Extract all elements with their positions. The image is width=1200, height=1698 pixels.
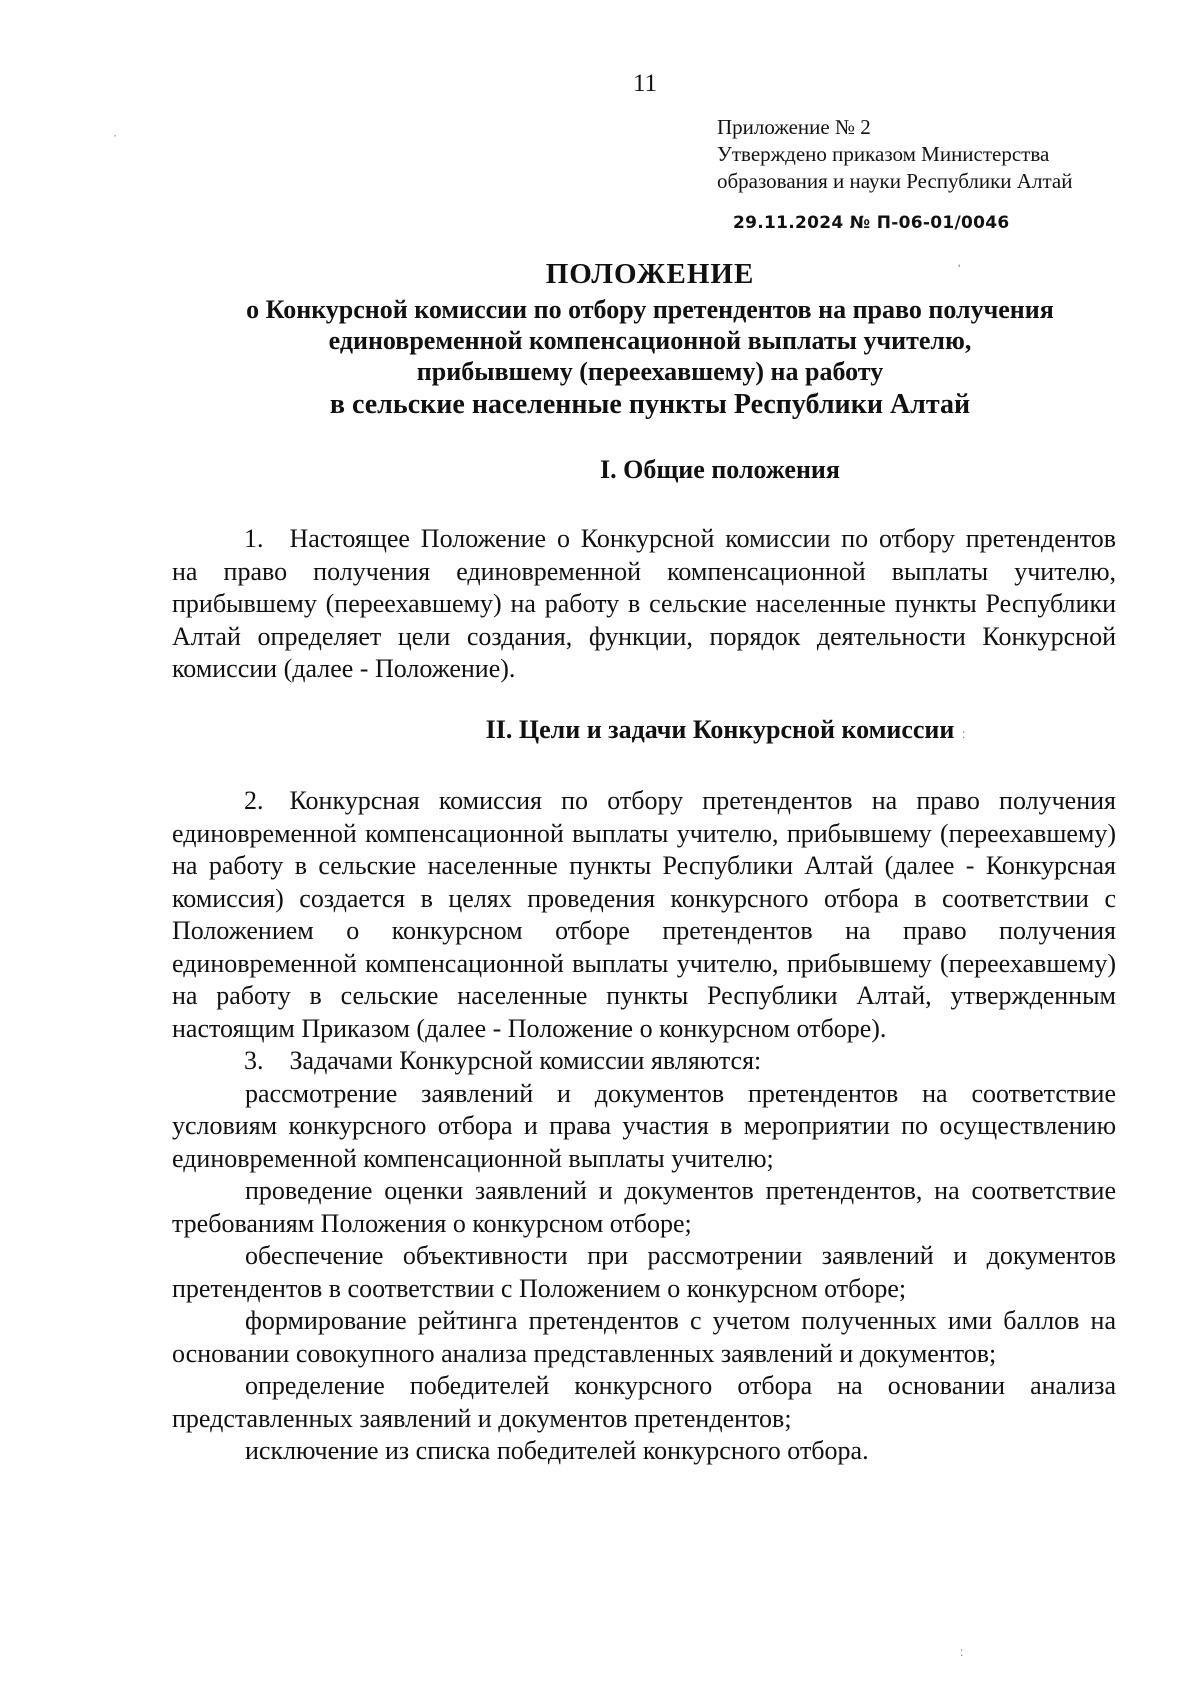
task-item: обеспечение объективности при рассмотрении заявлений и документов претендентов в соответствии с Положением о конкурсном отборе; [172,1241,1116,1303]
section-heading-general: I. Общие положения [600,455,840,484]
document-title: ПОЛОЖЕНИЕ [545,258,755,290]
order-date-number: 29.11.2024 № П-06-01/0046 [733,213,1010,233]
task-item: определение победителей конкурсного отбора на основании анализа представленных заявлений и документов претендентов; [172,1371,1116,1433]
subtitle-line: в сельские населенные пункты Республики Алтай [329,389,971,420]
task-item: проведение оценки заявлений и документов претендентов, на соответствие требованиям Положения о конкурсном отборе; [172,1176,1116,1238]
subtitle-line: единовременной компенсационной выплаты учителю, [328,326,972,355]
task-item: исключение из списка победителей конкурсного отбора. [245,1436,869,1465]
scan-dot: : [960,1645,964,1659]
scan-dot: · [113,128,117,142]
document-subtitle [0,294,1200,420]
approval-line: Утверждено приказом Министерства [717,142,1050,166]
section-body-general [172,523,1116,686]
approval-block [717,114,1072,195]
scan-dot: : [962,727,966,741]
approval-line: образования и науки Республики Алтай [717,169,1073,193]
section-heading-goals: II. Цели и задачи Конкурсной комиссии [485,715,955,744]
scan-dot: ' [958,262,961,276]
section-body-goals [172,785,1116,1468]
paragraph: 3. Задачами Конкурсной комиссии являются: [244,1046,762,1075]
paragraph: 2. Конкурсная комиссия по отбору претендентов на право получения единовременной компенсационной выплаты учителю, прибывшему (переехавшему) на работу в сельские населенные пункты Республики Алтай (далее - Конкурсная комиссия) создается в целях проведения конкурсного отбора в соответствии с Положением о конкурсном отборе претендентов на право получения единовременной компенсационной выплаты учителю, прибывшему (переехавшему) на работу в сельские населенные пункты Республики Алтай, утвержденным настоящим Приказом (далее - Положение о конкурсном отборе). [172,786,1116,1043]
approval-line: Приложение № 2 [717,115,871,139]
subtitle-line: о Конкурсной комиссии по отбору претендентов на право получения [246,295,1054,324]
paragraph: 1. Настоящее Положение о Конкурсной комиссии по отбору претендентов на право получения единовременной компенсационной выплаты учителю, прибывшему (переехавшему) на работу в сельские населенные пункты Республики Алтай определяет цели создания, функции, порядок деятельности Конкурсной комиссии (далее - Положение). [172,524,1116,683]
page-number: 11 [632,70,658,97]
subtitle-line: прибывшему (переехавшему) на работу [416,357,884,386]
task-item: рассмотрение заявлений и документов претендентов на соответствие условиям конкурсного отбора и права участия в мероприятии по осуществлению единовременной компенсационной выплаты учителю; [172,1078,1116,1173]
task-item: формирование рейтинга претендентов с учетом полученных ими баллов на основании совокупного анализа представленных заявлений и документов; [172,1306,1116,1368]
